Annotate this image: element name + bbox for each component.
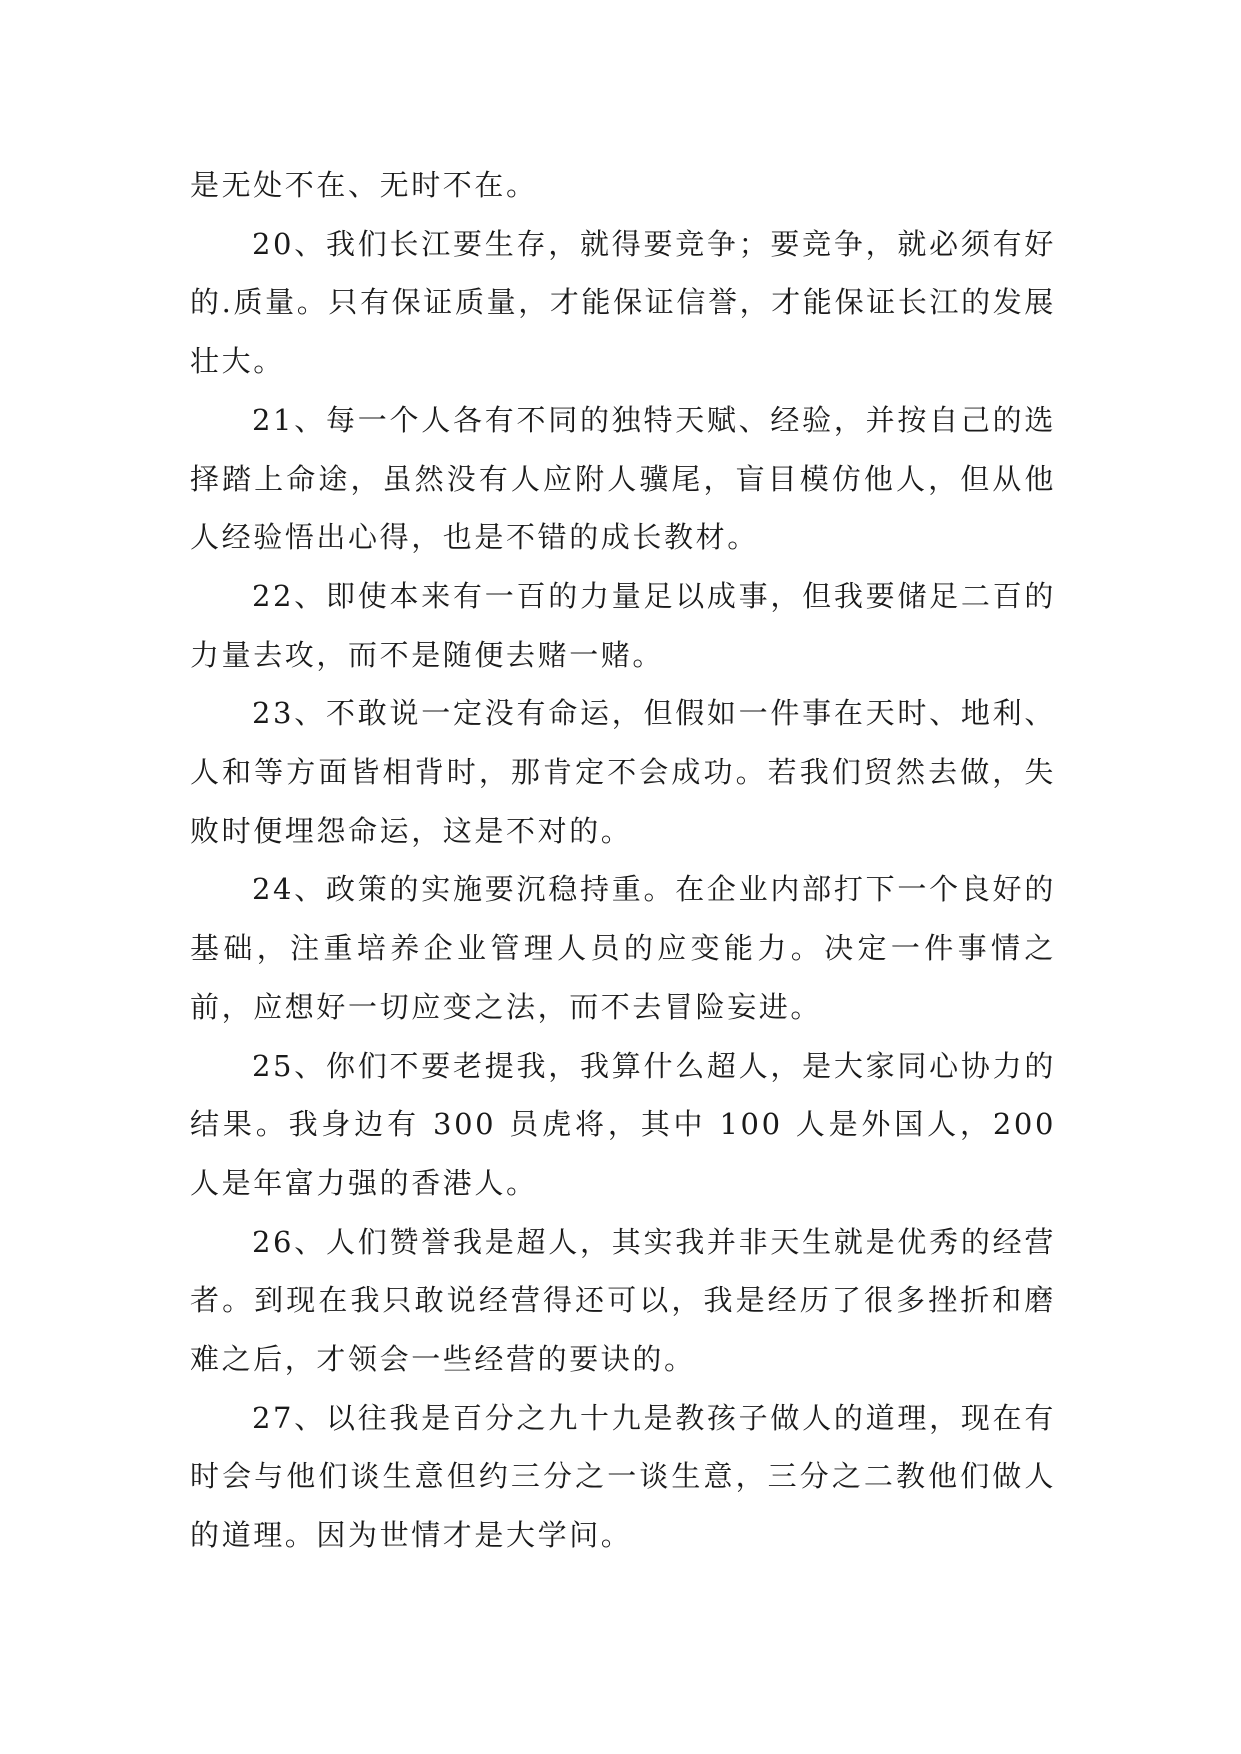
- document-body: [190, 156, 1056, 1565]
- paragraph-22: 22、即使本来有一百的力量足以成事，但我要储足二百的力量去攻，而不是随便去赌一赌。: [190, 578, 1056, 672]
- paragraph-25: 25、你们不要老提我，我算什么超人，是大家同心协力的结果。我身边有 300 员虎将，其中 100 人是外国人，200 人是年富力强的香港人。: [190, 1048, 1056, 1200]
- paragraph-26: 26、人们赞誉我是超人，其实我并非天生就是优秀的经营者。到现在我只敢说经营得还可以，我是经历了很多挫折和磨难之后，才领会一些经营的要诀的。: [190, 1224, 1056, 1377]
- paragraph-21: 21、每一个人各有不同的独特天赋、经验，并按自己的选择踏上命途，虽然没有人应附人骥尾，盲目模仿他人，但从他人经验悟出心得，也是不错的成长教材。: [190, 402, 1056, 555]
- paragraph-27: 27、以往我是百分之九十九是教孩子做人的道理，现在有时会与他们谈生意但约三分之一谈生意，三分之二教他们做人的道理。因为世情才是大学问。: [190, 1400, 1056, 1553]
- paragraph-continuation: 是无处不在、无时不在。: [190, 168, 538, 202]
- paragraph-20: 20、我们长江要生存，就得要竞争；要竞争，就必须有好的.质量。只有保证质量，才能保证信誉，才能保证长江的发展壮大。: [190, 226, 1056, 379]
- paragraph-24: 24、政策的实施要沉稳持重。在企业内部打下一个良好的基础，注重培养企业管理人员的应变能力。决定一件事情之前，应想好一切应变之法，而不去冒险妄进。: [190, 872, 1056, 1024]
- paragraph-23: 23、不敢说一定没有命运，但假如一件事在天时、地利、人和等方面皆相背时，那肯定不会成功。若我们贸然去做，失败时便埋怨命运，这是不对的。: [190, 696, 1056, 848]
